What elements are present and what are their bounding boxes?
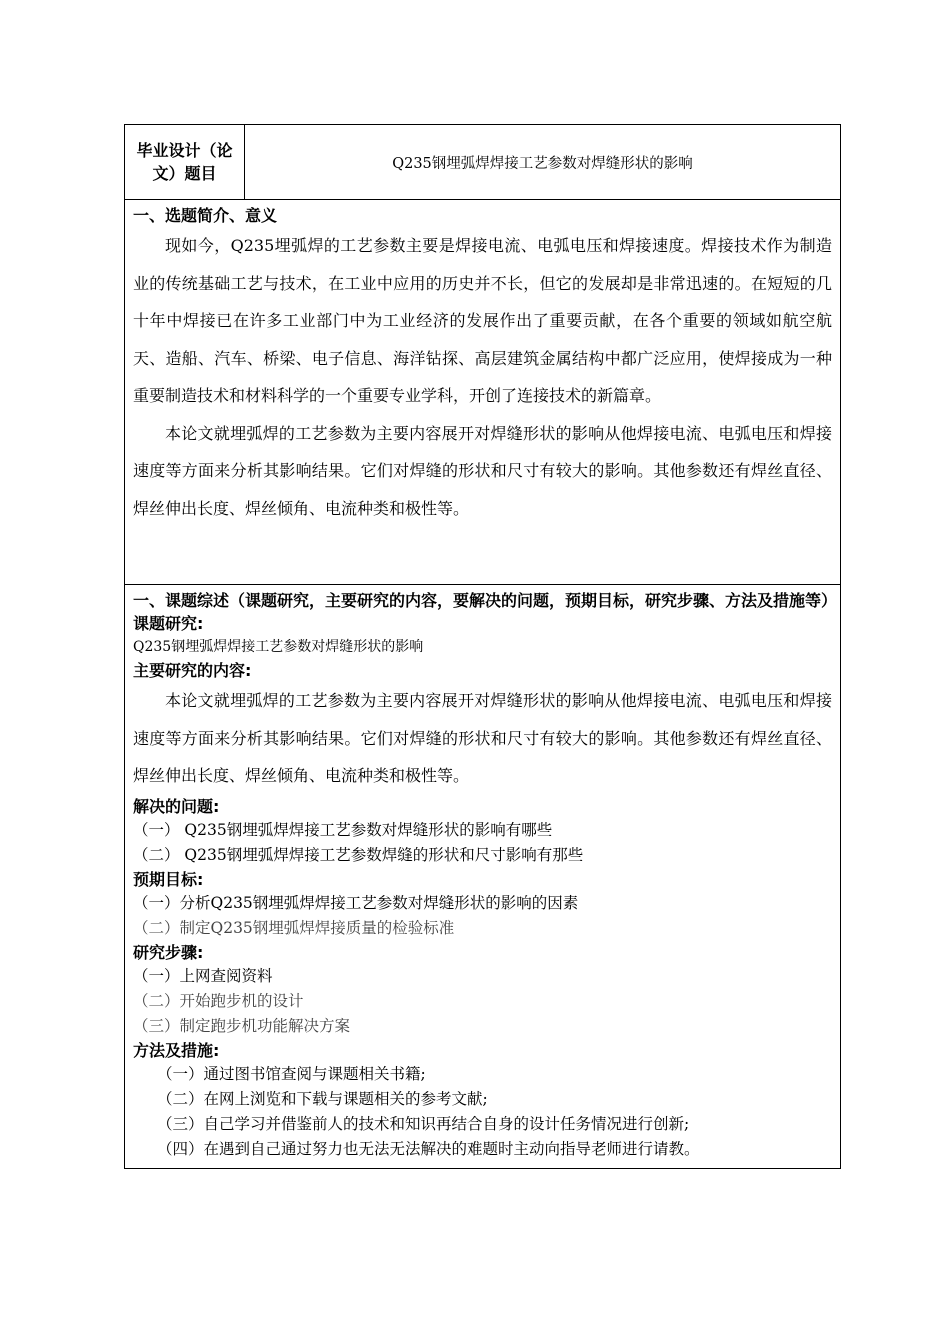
proposal-table (124, 124, 841, 1169)
intro-section (125, 200, 840, 533)
title-label: 毕业设计（论文）题目 (136, 141, 233, 183)
goal-item: （二）制定Q235钢埋弧焊焊接质量的检验标准 (133, 918, 455, 937)
problem-item: （二） Q235钢埋弧焊焊接工艺参数焊缝的形状和尺寸影响有那些 (133, 845, 584, 864)
research-text: Q235钢埋弧焊焊接工艺参数对焊缝形状的影响 (133, 639, 424, 655)
method-item: （二）在网上浏览和下载与课题相关的参考文献; (157, 1089, 488, 1108)
step-item: （二）开始跑步机的设计 (133, 991, 304, 1010)
title-row (125, 125, 841, 200)
review-section (125, 585, 840, 1168)
intro-paragraph-2: 本论文就埋弧焊的工艺参数为主要内容展开对焊缝形状的影响从他焊接电流、电弧电压和焊接速度等方面来分析其影响结果。它们对焊缝的形状和尺寸有较大的影响。其他参数还有焊丝直径、焊丝伸出长度、焊丝倾角、电流种类和极性等。 (133, 423, 832, 518)
title-value-cell (245, 125, 841, 200)
problem-item: （一） Q235钢埋弧焊焊接工艺参数对焊缝形状的影响有哪些 (133, 820, 553, 839)
content-label: 主要研究的内容: (133, 661, 252, 680)
research-label: 课题研究: (133, 614, 204, 633)
intro-heading: 一、选题简介、意义 (133, 206, 278, 225)
intro-row (125, 200, 841, 585)
methods-label: 方法及措施: (133, 1040, 220, 1060)
review-heading: 一、课题综述（课题研究，主要研究的内容，要解决的问题，预期目标，研究步骤、方法及措施等） (133, 591, 838, 610)
step-item: （一）上网查阅资料 (133, 966, 273, 985)
problems-label: 解决的问题: (133, 796, 220, 816)
step-item: （三）制定跑步机功能解决方案 (133, 1016, 351, 1035)
steps-label: 研究步骤: (133, 942, 204, 962)
intro-cell (125, 200, 841, 585)
title-label-cell (125, 125, 245, 200)
method-item: （三）自己学习并借鉴前人的技术和知识再结合自身的设计任务情况进行创新; (157, 1114, 690, 1133)
thesis-title: Q235钢埋弧焊焊接工艺参数对焊缝形状的影响 (392, 155, 693, 172)
review-cell (125, 585, 841, 1169)
goal-item: （一）分析Q235钢埋弧焊焊接工艺参数对焊缝形状的影响的因素 (133, 893, 579, 912)
goals-label: 预期目标: (133, 869, 204, 889)
intro-paragraph-1: 现如今，Q235埋弧焊的工艺参数主要是焊接电流、电弧电压和焊接速度。焊接技术作为制造业的传统基础工艺与技术，在工业中应用的历史并不长，但它的发展却是非常迅速的。在短短的几十年中焊接已在许多工业部门中为工业经济的发展作出了重要贡献，在各个重要的领域如航空航天、造船、汽车、桥梁、电子信息、海洋钻探、高层建筑金属结构中都广泛应用，使焊接成为一种重要制造技术和材料科学的一个重要专业学科，开创了连接技术的新篇章。 (133, 236, 832, 405)
method-item: （一）通过图书馆查阅与课题相关书籍; (157, 1064, 426, 1083)
review-row (125, 585, 841, 1169)
content-text: 本论文就埋弧焊的工艺参数为主要内容展开对焊缝形状的影响从他焊接电流、电弧电压和焊接速度等方面来分析其影响结果。它们对焊缝的形状和尺寸有较大的影响。其他参数还有焊丝直径、焊丝伸出长度、焊丝倾角、电流种类和极性等。 (133, 691, 832, 785)
method-item: （四）在遇到自己通过努力也无法无法解决的难题时主动向指导老师进行请教。 (157, 1139, 700, 1158)
